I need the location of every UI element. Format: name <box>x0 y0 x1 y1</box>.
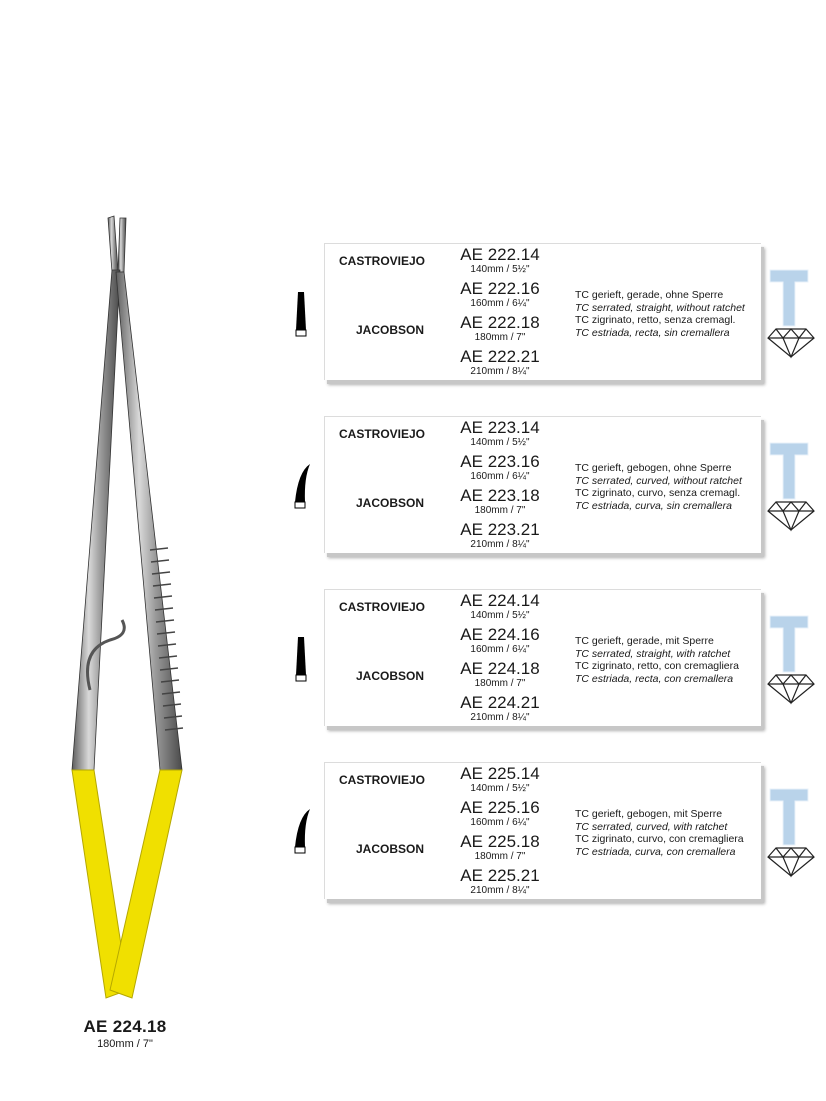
product-card <box>324 589 761 726</box>
product-card <box>324 762 761 899</box>
article-code: AE 224.18 <box>460 659 540 678</box>
product-name: CASTROVIEJO <box>338 773 425 787</box>
description-it: TC zigrinato, curvo, senza cremagl. <box>575 487 741 500</box>
variant-list <box>445 417 555 553</box>
description-de: TC gerieft, gebogen, mit Sperre <box>575 808 723 820</box>
tc-insert-icon <box>766 787 812 847</box>
article-size: 180mm / 7" <box>474 332 526 343</box>
variant-row <box>445 244 555 278</box>
product-name: CASTROVIEJO <box>338 254 425 268</box>
description-de: TC gerieft, gerade, mit Sperre <box>575 635 714 647</box>
description-de: TC gerieft, gerade, ohne Sperre <box>575 289 724 301</box>
variant-row <box>445 417 555 451</box>
article-code: AE 223.21 <box>460 520 540 539</box>
variant-row <box>445 831 555 865</box>
article-code: AE 224.14 <box>460 591 540 610</box>
variant-row <box>445 658 555 692</box>
article-code: AE 225.21 <box>460 866 540 885</box>
product-card <box>324 243 761 380</box>
article-size: 140mm / 5½" <box>470 264 530 275</box>
description-en: TC serrated, straight, with ratchet <box>575 647 731 660</box>
featured-size: 180mm / 7" <box>97 1038 153 1050</box>
variant-list <box>445 763 555 899</box>
product-name: CASTROVIEJO <box>338 600 425 614</box>
product-name: JACOBSON <box>355 323 424 337</box>
curved-tip-icon <box>290 462 312 512</box>
variant-list <box>445 590 555 726</box>
description-en: TC serrated, curved, with ratchet <box>575 820 728 833</box>
description-it: TC zigrinato, retto, con cremagliera <box>575 660 739 673</box>
article-size: 210mm / 8¼" <box>470 366 530 377</box>
diamond-icon <box>766 846 816 878</box>
variant-row <box>445 797 555 831</box>
diamond-icon <box>766 673 816 705</box>
article-code: AE 223.18 <box>460 486 540 505</box>
curved-tip-icon <box>290 807 312 857</box>
product-name: JACOBSON <box>355 496 424 510</box>
article-size: 210mm / 8¼" <box>470 712 530 723</box>
description-es: TC estriada, recta, sin cremallera <box>575 326 730 339</box>
variant-row <box>445 519 555 553</box>
product-description <box>575 635 739 685</box>
variant-row <box>445 590 555 624</box>
product-name: CASTROVIEJO <box>338 427 425 441</box>
tc-insert-icon <box>766 441 812 501</box>
diamond-icon <box>766 500 816 532</box>
article-code: AE 224.21 <box>460 693 540 712</box>
variant-row <box>445 451 555 485</box>
article-size: 140mm / 5½" <box>470 610 530 621</box>
product-name: JACOBSON <box>355 669 424 683</box>
variant-row <box>445 346 555 380</box>
tc-insert-icon <box>766 268 812 328</box>
description-de: TC gerieft, gebogen, ohne Sperre <box>575 462 732 474</box>
variant-row <box>445 312 555 346</box>
article-code: AE 225.14 <box>460 764 540 783</box>
article-code: AE 222.16 <box>460 279 540 298</box>
article-size: 180mm / 7" <box>474 505 526 516</box>
variant-row <box>445 692 555 726</box>
variant-row <box>445 278 555 312</box>
needle-holder-image <box>50 210 220 1010</box>
article-size: 160mm / 6¼" <box>470 644 530 655</box>
featured-code: AE 224.18 <box>83 1017 167 1036</box>
article-size: 160mm / 6¼" <box>470 298 530 309</box>
description-it: TC zigrinato, curvo, con cremagliera <box>575 833 744 846</box>
article-code: AE 222.14 <box>460 245 540 264</box>
product-card <box>324 416 761 553</box>
variant-row <box>445 485 555 519</box>
description-en: TC serrated, curved, without ratchet <box>575 474 742 487</box>
article-size: 140mm / 5½" <box>470 783 530 794</box>
tc-insert-icon <box>766 614 812 674</box>
article-size: 140mm / 5½" <box>470 437 530 448</box>
article-size: 160mm / 6¼" <box>470 817 530 828</box>
article-size: 210mm / 8¼" <box>470 539 530 550</box>
product-description <box>575 289 745 339</box>
article-code: AE 223.14 <box>460 418 540 437</box>
article-code: AE 222.21 <box>460 347 540 366</box>
straight-tip-icon <box>290 635 312 685</box>
description-es: TC estriada, curva, sin cremallera <box>575 499 732 512</box>
article-size: 180mm / 7" <box>474 851 526 862</box>
description-it: TC zigrinato, retto, senza cremagl. <box>575 314 736 327</box>
product-description <box>575 462 742 512</box>
variant-list <box>445 244 555 380</box>
product-description <box>575 808 744 858</box>
description-en: TC serrated, straight, without ratchet <box>575 301 745 314</box>
article-size: 210mm / 8¼" <box>470 885 530 896</box>
variant-row <box>445 624 555 658</box>
article-code: AE 222.18 <box>460 313 540 332</box>
article-code: AE 223.16 <box>460 452 540 471</box>
article-size: 180mm / 7" <box>474 678 526 689</box>
article-code: AE 225.16 <box>460 798 540 817</box>
description-es: TC estriada, curva, con cremallera <box>575 845 736 858</box>
article-code: AE 225.18 <box>460 832 540 851</box>
diamond-icon <box>766 327 816 359</box>
article-size: 160mm / 6¼" <box>470 471 530 482</box>
variant-row <box>445 763 555 797</box>
variant-row <box>445 865 555 899</box>
description-es: TC estriada, recta, con cremallera <box>575 672 734 685</box>
product-name: JACOBSON <box>355 842 424 856</box>
straight-tip-icon <box>290 290 312 340</box>
article-code: AE 224.16 <box>460 625 540 644</box>
